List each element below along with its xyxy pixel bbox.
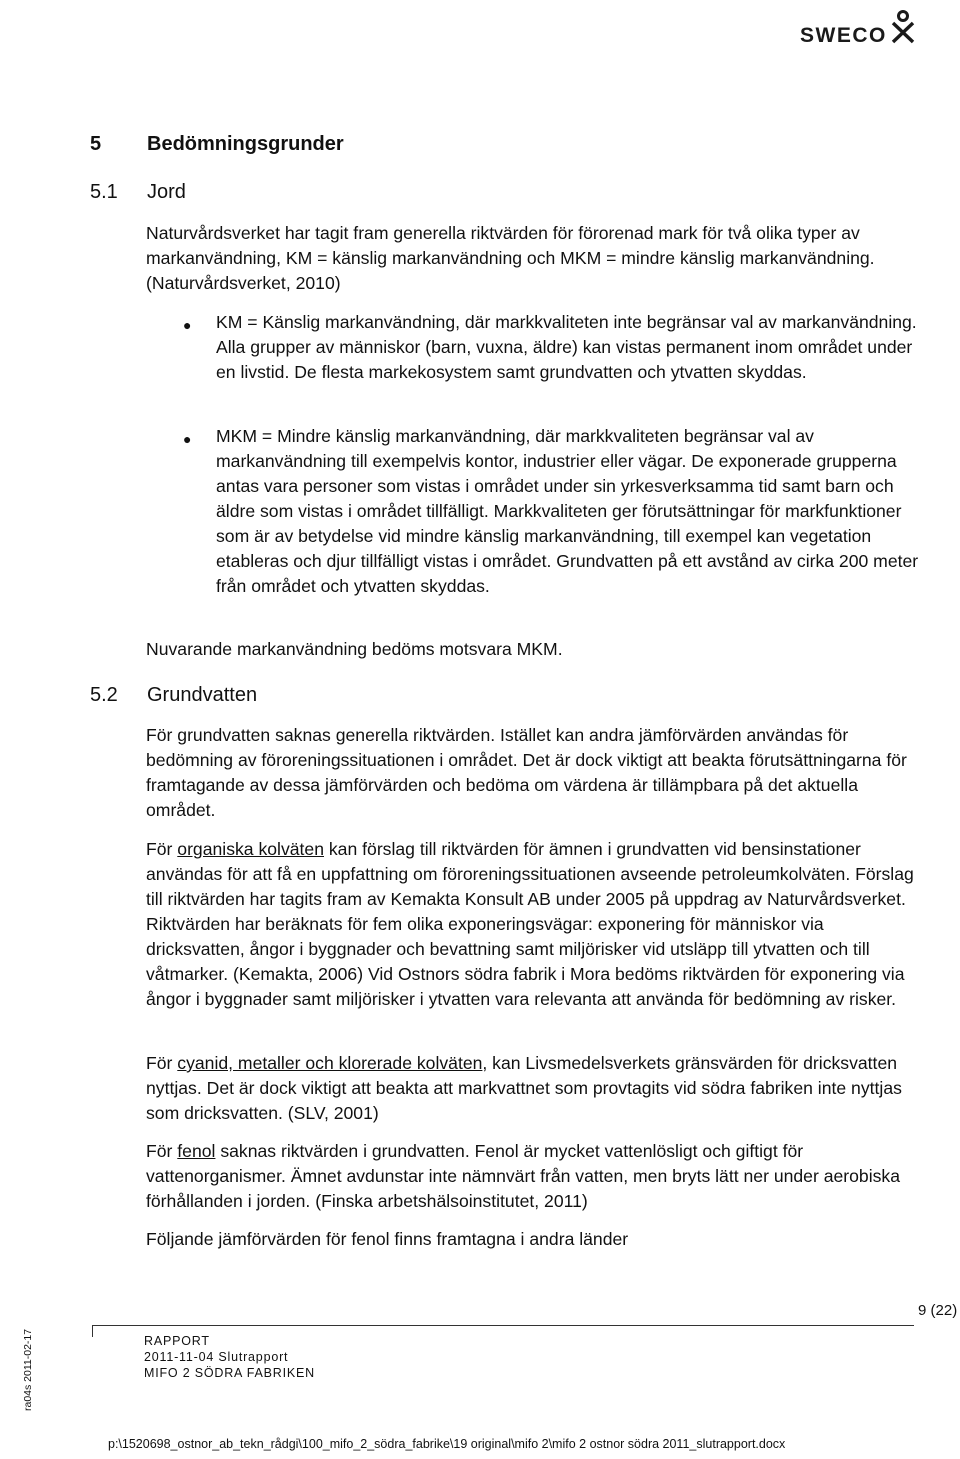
subsection-number: 5.2 (90, 684, 118, 706)
bullet-km: KM = Känslig markanvändning, där markkvaliteten inte begränsar val av markanvändning. Alla grupper av människor (barn, vuxna, äldre) kan vistas permanent inom området under en livstid. De flesta markekosystem samt grundvatten och ytvatten skyddas. (216, 312, 917, 382)
subsection-heading-jord (90, 181, 186, 204)
subsection-heading-grundvatten (90, 684, 257, 707)
paragraph-gw-organic (146, 837, 926, 1012)
bullet-dot: ● (183, 431, 192, 447)
text-body: kan förslag till riktvärden för ämnen i grundvatten vid bensinstationer användas för att få en uppfattning om föroreningssituationen avseende petroleumkolväten. Förslag till riktvärden har tagits fram av Kemakta Konsult AB under 2005 på uppdrag av Naturvårdsverket. Riktvärden har beräknats för fem olika exponeringsvägar: exponering för människor via dricksvatten, ångor i byggnader och bevattning samt miljörisker vid utsläpp till ytvatten och till våtmarker. (Kemakta, 2006) Vid Ostnors södra fabrik i Mora bedöms riktvärden för exponering via ångor i byggnader samt miljörisker i ytvatten vara relevanta att använda för bedömning av risker. (146, 839, 914, 1009)
underlined-term: fenol (177, 1141, 216, 1161)
paragraph-gw-comparison: Följande jämförvärden för fenol finns framtagna i andra länder (146, 1229, 629, 1249)
logo-text: SWECO (800, 24, 887, 47)
section-title: Bedömningsgrunder (147, 133, 344, 155)
footer-divider (92, 1325, 914, 1326)
section-number: 5 (90, 133, 102, 155)
subsection-title: Grundvatten (147, 684, 258, 706)
footer-project: MIFO 2 SÖDRA FABRIKEN (144, 1366, 315, 1380)
subsection-number: 5.1 (90, 181, 118, 203)
text-prefix: För (146, 839, 178, 859)
underlined-term: cyanid, metaller och klorerade kolväten (177, 1053, 483, 1073)
page-number: 9 (22) (918, 1302, 958, 1319)
paragraph-gw-general: För grundvatten saknas generella riktvärden. Istället kan andra jämförvärden användas för bedömning av föroreningssituationen i området. Det är dock viktigt att beakta förutsättningarna för framtagande av dessa jämförvärden och bedöma om värdena är tillämpbara på det aktuella området. (146, 725, 907, 820)
footer-divider-tick (92, 1325, 93, 1337)
sweco-logo (800, 10, 920, 50)
paragraph-intro: Naturvårdsverket har tagit fram generella riktvärden för förorenad mark för två olika typer av markanvändning, KM = känslig markanvändning och MKM = mindre känslig markanvändning. (Naturvårdsverket, 2010) (146, 223, 875, 293)
underlined-term: organiska kolväten (177, 839, 324, 859)
footer-file-path: p:\1520698_ostnor_ab_tekn_rådgi\100_mifo_2_södra_fabrike\19 original\mifo 2\mifo 2 ostnor södra 2011_slutrapport.docx (108, 1437, 786, 1451)
text-prefix: För (146, 1141, 178, 1161)
paragraph-gw-phenol (146, 1139, 926, 1214)
paragraph-gw-cyanide (146, 1051, 926, 1126)
subsection-title: Jord (147, 181, 186, 203)
bullet-mkm: MKM = Mindre känslig markanvändning, där markkvaliteten begränsar val av markanvändning till exempelvis kontor, industrier eller vägar. De exponerade grupperna antas vara personer som vistas i området under sin yrkesverksamma tid samt barn och äldre som vistas i området tillfälligt. Markkvaliteten ger förutsättningar för markfunktioner som är av betydelse vid mindre känslig markanvändning, till exempel kan vegetation etableras och djur tillfälligt vistas i området. Grundvatten på ett avstånd av cirka 200 meter från området och ytvatten skyddas. (216, 426, 919, 596)
footer-side-code: ra04s 2011-02-17 (22, 1328, 34, 1411)
footer-date-line: 2011-11-04 Slutrapport (144, 1350, 289, 1364)
sweco-mark-icon (888, 10, 918, 44)
text-body: saknas riktvärden i grundvatten. Fenol är mycket vattenlösligt och giftigt för vattenorganismer. Ämnet avdunstar inte nämnvärt från vatten, men bryts lätt ner under aerobiska förhållanden i jorden. (Finska arbetshälsoinstitutet, 2011) (146, 1141, 900, 1211)
paragraph-current-use: Nuvarande markanvändning bedöms motsvara MKM. (146, 639, 563, 659)
bullet-dot: ● (183, 317, 192, 333)
text-body: , kan Livsmedelsverkets gränsvärden för dricksvatten nyttjas. Det är dock viktigt att beakta att markvattnet som provtagits vid södra fabriken inte nyttjas som dricksvatten. (SLV, 2001) (146, 1053, 902, 1123)
text-prefix: För (146, 1053, 178, 1073)
footer-report-label: RAPPORT (144, 1334, 210, 1348)
section-heading (90, 133, 344, 156)
